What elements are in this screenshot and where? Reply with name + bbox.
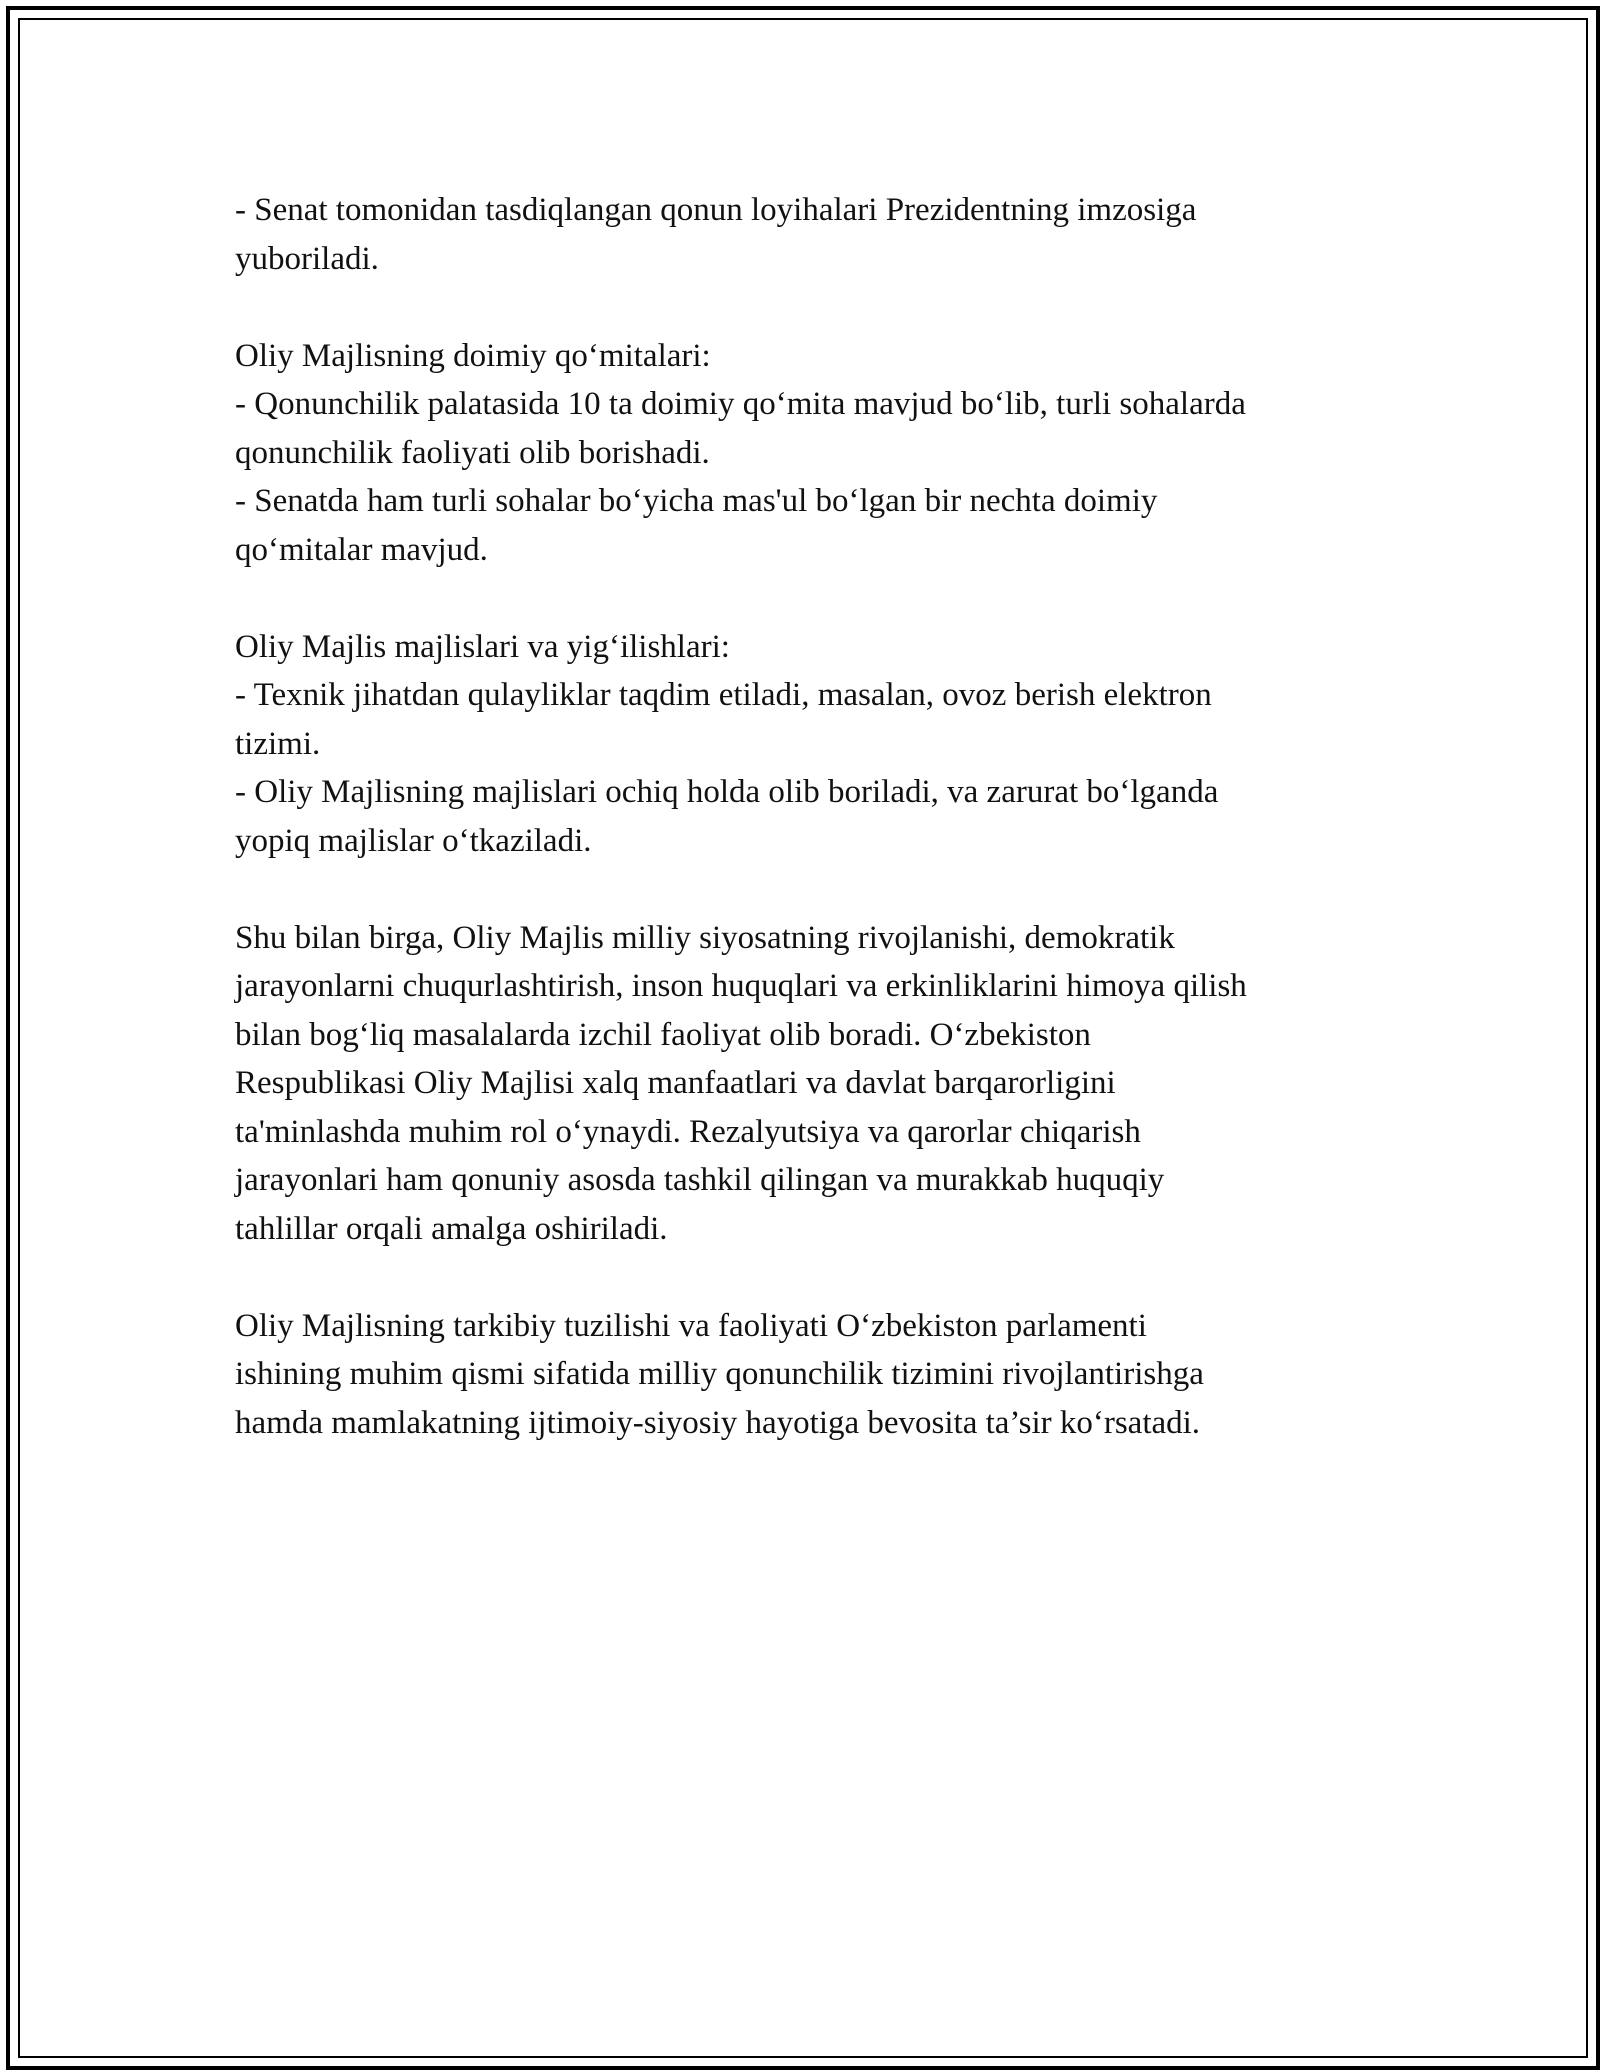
text-line: hamda mamlakatning ijtimoiy-siyosiy hayotiga bevosita ta’sir ko‘rsatadi. [235,1404,1201,1441]
text-line: ta'minlashda muhim rol o‘ynaydi. Rezalyutsiya va qarorlar chiqarish [235,1113,1141,1150]
text-line: ishining muhim qismi sifatida milliy qonunchilik tizimini rivojlantirishga [235,1356,1204,1392]
paragraph-spacer [235,865,1395,914]
section-heading: Oliy Majlisning doimiy qo‘mitalari: [235,337,711,374]
text-line: qonunchilik faoliyati olib borishadi. [235,434,710,471]
text-line: - Oliy Majlisning majlislari ochiq holda olib boriladi, va zarurat bo‘lganda [235,774,1219,810]
text-line: jarayonlarni chuqurlashtirish, inson huquqlari va erkinliklarini himoya qilish [235,968,1247,1004]
text-line: jarayonlari ham qonuniy asosda tashkil qilingan va murakkab huquqiy [235,1162,1165,1198]
paragraph-committees [235,332,1395,575]
paragraph-sessions [235,623,1395,866]
paragraph-conclusion [235,1302,1395,1448]
text-line: - Senat tomonidan tasdiqlangan qonun loyihalari Prezidentning imzosiga [235,192,1197,228]
text-line: Oliy Majlisning tarkibiy tuzilishi va faoliyati O‘zbekiston parlamenti [235,1307,1147,1344]
text-line: Shu bilan birga, Oliy Majlis milliy siyosatning rivojlanishi, demokratik [235,919,1175,956]
paragraph-policy [235,914,1395,1254]
text-line: Respublikasi Oliy Majlisi xalq manfaatlari va davlat barqarorligini [235,1065,1116,1101]
paragraph-spacer [235,574,1395,623]
text-line: tahlillar orqali amalga oshiriladi. [235,1210,668,1247]
paragraph-spacer [235,1253,1395,1302]
text-line: qo‘mitalar mavjud. [235,531,488,568]
paragraph-senat-approval [235,186,1395,283]
text-line: yopiq majlislar o‘tkaziladi. [235,822,592,859]
text-line: - Qonunchilik palatasida 10 ta doimiy qo‘mita mavjud bo‘lib, turli sohalarda [235,386,1246,422]
text-line: yuboriladi. [235,240,379,277]
text-line: - Senatda ham turli sohalar bo‘yicha mas'ul bo‘lgan bir nechta doimiy [235,483,1158,519]
section-heading: Oliy Majlis majlislari va yig‘ilishlari: [235,628,730,665]
text-line: tizimi. [235,725,321,762]
text-line: - Texnik jihatdan qulayliklar taqdim etiladi, masalan, ovoz berish elektron [235,677,1212,713]
paragraph-spacer [235,283,1395,332]
text-line: bilan bog‘liq masalalarda izchil faoliyat olib boradi. O‘zbekiston [235,1016,1091,1053]
document-body [235,186,1395,1447]
